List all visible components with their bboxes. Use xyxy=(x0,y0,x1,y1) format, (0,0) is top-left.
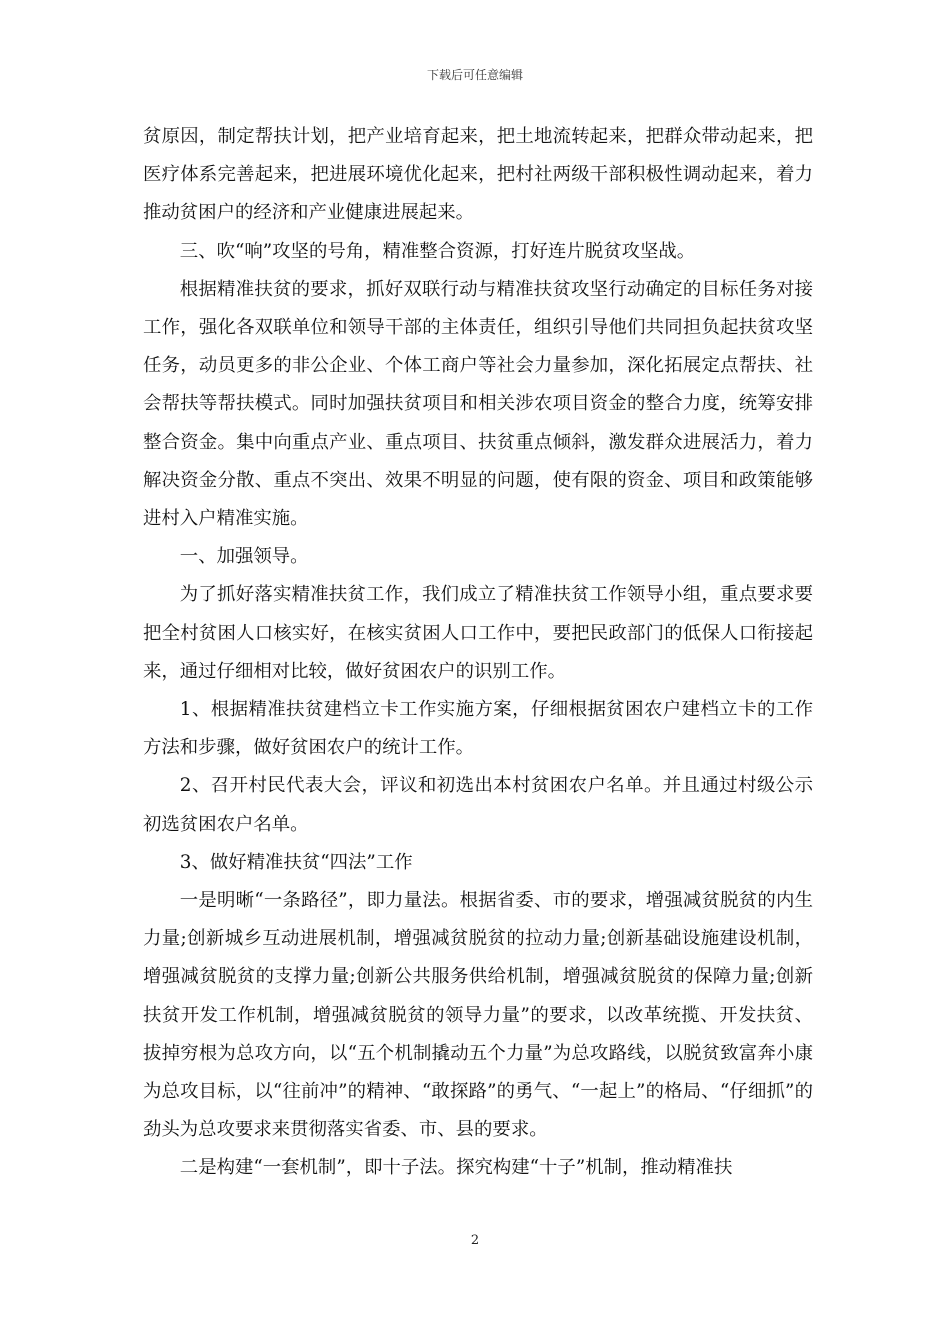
paragraph-mechanism-method: 二是构建“一套机制”，即十子法。探究构建“十子”机制，推动精准扶 xyxy=(179,1157,733,1179)
section-heading-leadership: 一、加强领导。 xyxy=(179,546,309,568)
paragraph-resource-integration: 根据精准扶贫的要求，抓好双联行动与精准扶贫攻坚行动确定的目标任务对接工作，强化各双联单位和领导干部的主体责任，组织引导他们共同担负起扶贫攻坚任务，动员更多的非公企业、个体工商户等社会力量参加，深化拓展定点帮扶、社会帮扶等帮扶模式。同时加强扶贫项目和相关涉农项目资金的整合力度，统筹安排整合资金。集中向重点产业、重点项目、扶贫重点倾斜，激发群众进展活力，着力解决资金分散、重点不突出、效果不明显的问题，使有限的资金、项目和政策能够进村入户精准实施。 xyxy=(143,278,813,530)
list-item-3: 3、做好精准扶贫“四法”工作 xyxy=(179,851,413,873)
paragraph-continuation: 贫原因，制定帮扶计划，把产业培育起来，把土地流转起来，把群众带动起来，把医疗体系完善起来，把进展环境优化起来，把村社两级干部积极性调动起来，着力推动贫困户的经济和产业健康进展起来。 xyxy=(143,126,813,224)
document-body xyxy=(143,118,813,1188)
page-number: 2 xyxy=(470,1233,480,1248)
paragraph-path-method: 一是明晰“一条路径”，即力量法。根据省委、市的要求，增强减贫脱贫的内生力量;创新城乡互动进展机制，增强减贫脱贫的拉动力量;创新基础设施建设机制，增强减贫脱贫的支撑力量;创新公共服务供给机制，增强减贫脱贫的保障力量;创新扶贫开发工作机制，增强减贫脱贫的领导力量”的要求，以改革统揽、开发扶贫、拔掉穷根为总攻方向，以“五个机制撬动五个力量”为总攻路线，以脱贫致富奔小康为总攻目标，以“往前冲”的精神、“敢探路”的勇气、“一起上”的格局、“仔细抓”的劲头为总攻要求来贯彻落实省委、市、县的要求。 xyxy=(143,890,813,1141)
section-heading-three: 三、吹“响”攻坚的号角，精准整合资源，打好连片脱贫攻坚战。 xyxy=(179,240,696,262)
page-header: 下载后可任意编辑 xyxy=(426,68,523,82)
paragraph-leadership-group: 为了抓好落实精准扶贫工作，我们成立了精准扶贫工作领导小组，重点要求要把全村贫困人口核实好，在核实贫困人口工作中，要把民政部门的低保人口衔接起来，通过仔细相对比较，做好贫困农户的识别工作。 xyxy=(143,584,813,682)
list-item-2: 2、召开村民代表大会，评议和初选出本村贫困农户名单。并且通过村级公示初选贫困农户名单。 xyxy=(143,775,813,835)
list-item-1: 1、根据精准扶贫建档立卡工作实施方案，仔细根据贫困农户建档立卡的工作方法和步骤，做好贫困农户的统计工作。 xyxy=(143,699,813,759)
